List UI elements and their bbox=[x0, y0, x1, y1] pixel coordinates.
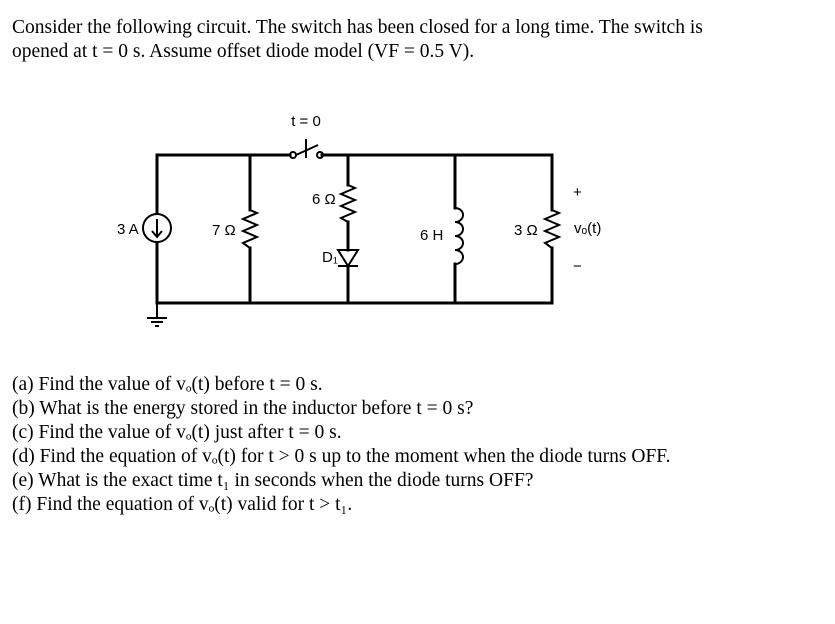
ground-icon bbox=[147, 303, 167, 326]
question-item: (a) Find the value of vₒ(t) before t = 0 s. bbox=[12, 374, 323, 395]
vo-plus: + bbox=[573, 184, 582, 201]
question-item: (c) Find the value of vₒ(t) just after t = 0 s. bbox=[12, 422, 342, 443]
diode-label: D₁ bbox=[322, 249, 338, 266]
r6-label: 6 Ω bbox=[312, 191, 336, 208]
switch-label: t = 0 bbox=[291, 113, 321, 130]
r6-resistor bbox=[341, 185, 355, 222]
inductor bbox=[455, 208, 463, 264]
problem-line-2: opened at t = 0 s. Assume offset diode model (VF = 0.5 V). bbox=[12, 41, 475, 62]
r7-label: 7 Ω bbox=[212, 222, 236, 239]
question-list bbox=[12, 373, 822, 517]
problem-line-1: Consider the following circuit. The switch has been closed for a long time. The switch is bbox=[12, 17, 703, 38]
vo-minus: − bbox=[573, 258, 582, 275]
vo-label: vₒ(t) bbox=[574, 220, 602, 237]
diode-d1 bbox=[338, 250, 358, 266]
r3-label: 3 Ω bbox=[514, 222, 538, 239]
r3-resistor bbox=[545, 210, 559, 248]
switch bbox=[290, 139, 323, 158]
r7-resistor bbox=[243, 210, 257, 248]
question-item: (e) What is the exact time t₁ in seconds when the diode turns OFF? bbox=[12, 470, 534, 491]
inductor-label: 6 H bbox=[420, 227, 444, 244]
source-label: 3 A bbox=[117, 221, 139, 238]
question-item: (d) Find the equation of vₒ(t) for t > 0 s up to the moment when the diode turns OFF. bbox=[12, 446, 671, 467]
problem-statement bbox=[12, 16, 822, 64]
current-source bbox=[143, 214, 171, 242]
circuit-diagram bbox=[0, 100, 835, 340]
question-item: (f) Find the equation of vₒ(t) valid for t > t₁. bbox=[12, 494, 353, 515]
question-item: (b) What is the energy stored in the inductor before t = 0 s? bbox=[12, 398, 474, 419]
